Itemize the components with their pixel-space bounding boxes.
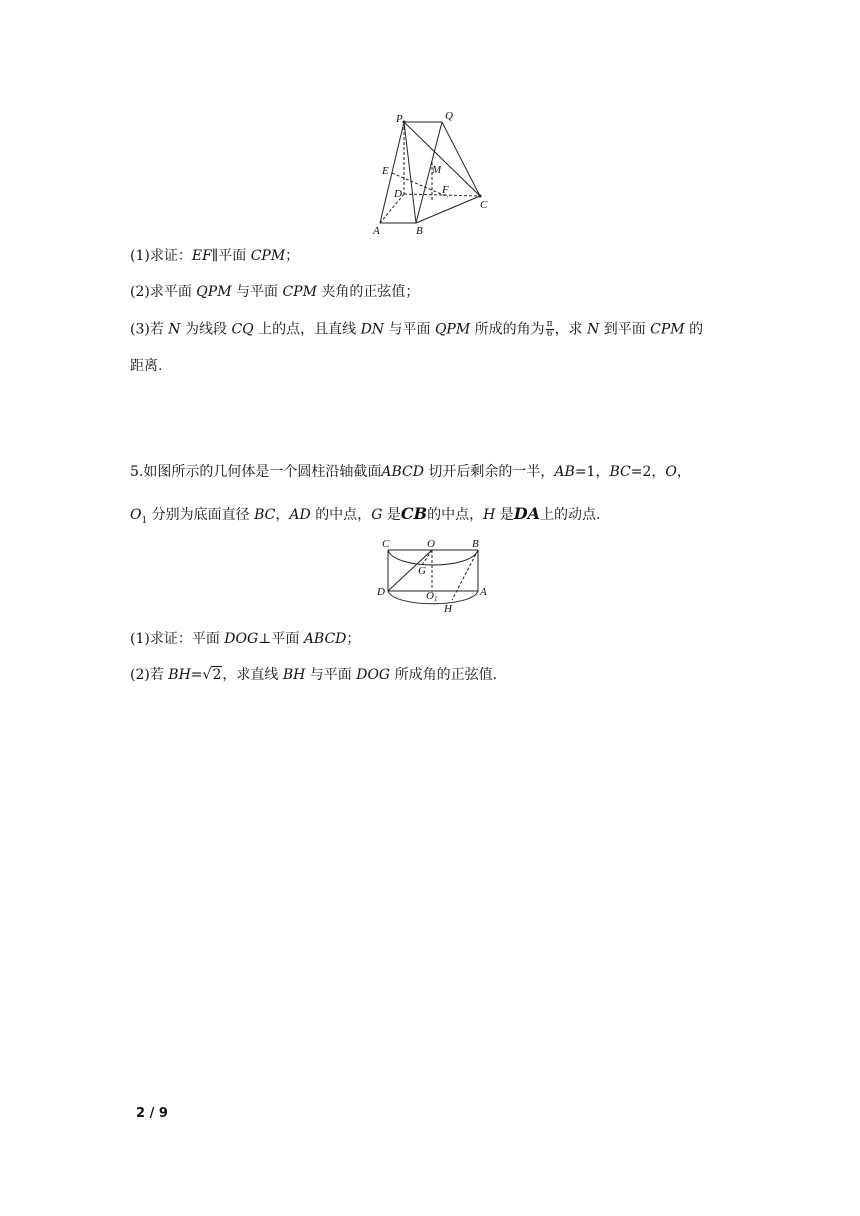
q4-part3-continued: 距离. [130, 358, 163, 374]
label-f: F [442, 184, 449, 196]
label-a: A [373, 225, 380, 236]
q5-stem-line2: $O_1$ 分别为底面直径 BC，AD 的中点，G 是CB的中点，H 是DA上的动点. [130, 504, 601, 526]
label-q: Q [445, 110, 453, 122]
arc-cb: CB [400, 504, 428, 523]
label-c: C [480, 199, 488, 211]
q5-stem-line1: 5.如图所示的几何体是一个圆柱沿轴截面ABCD 切开后剩余的一半，AB=1，BC=2，O， [130, 464, 691, 480]
label-m: M [432, 164, 442, 176]
label-b2: B [472, 538, 479, 550]
q5-part1: (1)求证：平面 DOG⊥平面 ABCD； [130, 631, 361, 647]
label-p: P [396, 113, 403, 125]
figure-solid-pqabcd [370, 106, 500, 236]
label-c2: C [382, 538, 390, 550]
q4-part2: (2)求平面 QPM 与平面 CPM 夹角的正弦值； [130, 284, 420, 300]
fraction-pi-over-6: $\frac{\pi}{6}$ [546, 319, 553, 339]
arc-da: DA [513, 504, 541, 523]
q4-part3: (3)若 N 为线段 CQ 上的点，且直线 DN 与平面 QPM 所成的角为 $\frac{\pi}{6}$ ，求 N 到平面 CPM 的 [130, 319, 704, 339]
label-a2: A [480, 586, 487, 598]
label-d2: D [377, 586, 385, 598]
label-e: E [382, 165, 389, 177]
sqrt-two: √2 [202, 667, 222, 683]
figure-half-cylinder [374, 536, 494, 616]
q5-part2: (2)若 BH=√2，求直线 BH 与平面 DOG 所成角的正弦值. [130, 667, 498, 683]
label-o1: O1 [426, 590, 438, 603]
label-g: G [418, 565, 426, 577]
q4-part1: (1)求证：EF∥平面 CPM； [130, 248, 300, 264]
label-d: D [394, 188, 402, 200]
label-h: H [444, 603, 452, 615]
label-b: B [416, 225, 423, 236]
page-number: 2 / 9 [136, 1106, 168, 1121]
label-o: O [427, 538, 435, 550]
